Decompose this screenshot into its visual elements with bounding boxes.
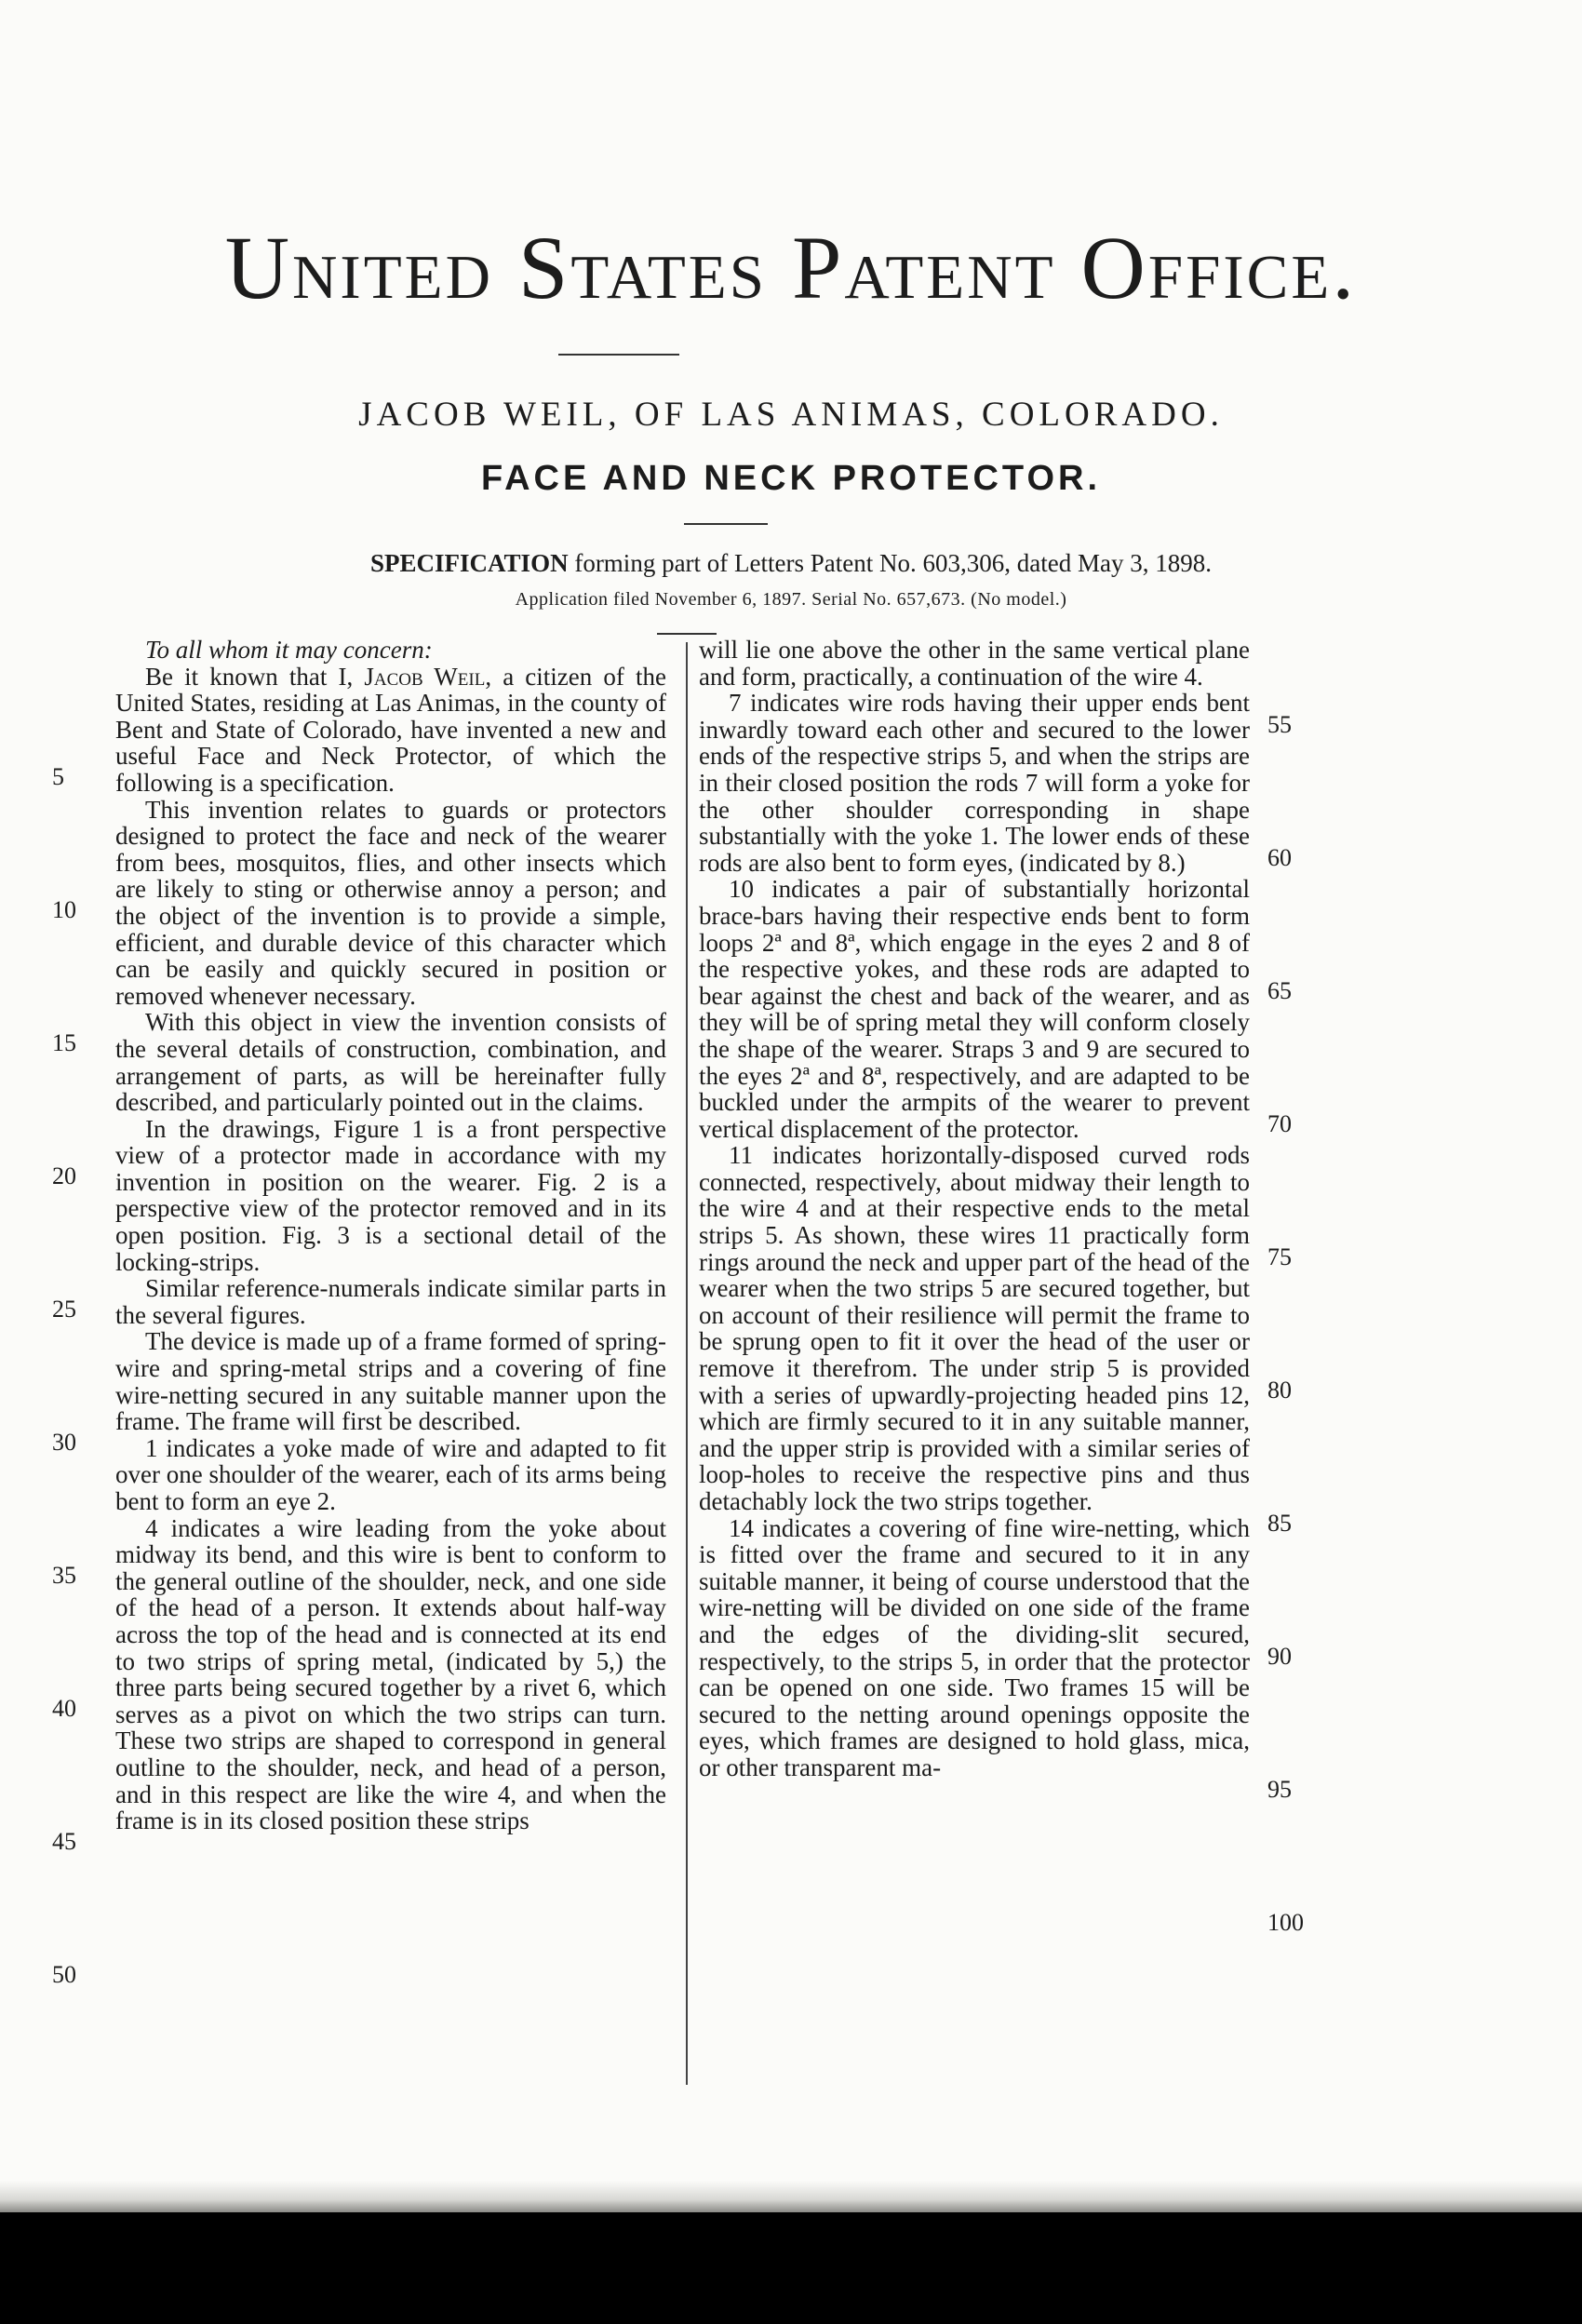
scan-bottom-bar — [0, 2212, 1582, 2324]
paragraph: 10 indicates a pair of substantially horizontal brace-bars having their respective ends bent to form loops 2ª and 8ª, which engage in the eyes 2 and 8 of the respective yokes, and these rods are adapted to bear against the chest and back of the wearer, and as they will be of spring metal they will conform closely the shape of the wearer. Straps 3 and 9 are secured to the eyes 2ª and 8ª, respectively, and are adapted to be buckled under the armpits of the wearer to prevent vertical displacement of the protector. — [699, 875, 1250, 1143]
left-column — [115, 637, 666, 1834]
inventor-line: JACOB WEIL, OF LAS ANIMAS, COLORADO. — [358, 396, 1224, 434]
line-number: 75 — [1267, 1243, 1292, 1270]
column-divider — [686, 642, 688, 2085]
paragraph: will lie one above the other in the same vertical plane and form, practically, a continuation of the wire 4. — [699, 636, 1250, 691]
line-number: 5 — [52, 763, 64, 790]
line-number: 60 — [1267, 844, 1292, 871]
right-column — [699, 637, 1250, 1781]
line-number: 45 — [52, 1828, 76, 1855]
paragraph: Similar reference-numerals indicate similar parts in the several figures. — [115, 1274, 666, 1329]
line-number: 55 — [1267, 711, 1292, 738]
paragraph: In the drawings, Figure 1 is a front perspective view of a protector made in accordance with my invention in position on the wearer. Fig. 2 is a perspective view of the protector removed and in its open position. Fig. 3 is a sectional detail of the locking-strips. — [115, 1114, 666, 1276]
line-number: 10 — [52, 896, 76, 923]
paragraph: The device is made up of a frame formed of spring-wire and spring-metal strips and a covering of fine wire-netting secured in any suitable manner upon the frame. The frame will first be described. — [115, 1327, 666, 1436]
paragraph: With this object in view the invention consists of the several details of construction, combination, and arrangement of parts, as will be hereinafter fully described, and particularly pointed out in the claims. — [115, 1008, 666, 1117]
paragraph: 1 indicates a yoke made of wire and adapted to fit over one shoulder of the wearer, each of its arms being bent to form an eye 2. — [115, 1433, 666, 1515]
line-number: 100 — [1267, 1909, 1304, 1936]
line-number: 25 — [52, 1296, 76, 1323]
line-number: 30 — [52, 1429, 76, 1456]
line-number: 50 — [52, 1961, 76, 1988]
title-rule-2 — [684, 523, 768, 525]
title-rule — [558, 354, 679, 356]
application-line: Application filed November 6, 1897. Serial No. 657,673. (No model.) — [515, 589, 1067, 610]
paragraph: This invention relates to guards or protectors designed to protect the face and neck of the wearer from bees, mosquitos, flies, and other insects which are likely to sting or otherwise annoy a person; and the object of the invention is to provide a simple, efficient, and durable device of this character which can be easily and quickly secured in position or removed whenever necessary. — [115, 795, 666, 1010]
salutation: To all whom it may concern: — [145, 636, 433, 664]
line-number: 15 — [52, 1029, 76, 1056]
paragraph: 4 indicates a wire leading from the yoke about midway its bend, and this wire is bent to conform to the general outline of the shoulder, neck, and one side of the head of a person. It extends about half-way across the top of the head and is connected at its end to two strips of spring metal, (indicated by 5,) the three parts being secured together by a rivet 6, which serves as a pivot on which the two strips can turn. These two strips are shaped to correspond in general outline to the shoulder, neck, and head of a person, and in this respect are like the wire 4, and when the frame is in its closed position these strips — [115, 1513, 666, 1835]
line-number: 90 — [1267, 1643, 1292, 1670]
paragraph: 14 indicates a covering of fine wire-netting, which is fitted over the frame and secured to it in any suitable manner, it being of course understood that the wire-netting will be divided on one side of the frame and the edges of the dividing-slit secured, respectively, to the strips 5, in order that the protector can be opened on one side. Two frames 15 will be secured to the netting around openings opposite the eyes, which frames are designed to hold glass, mica, or other transparent ma- — [699, 1513, 1250, 1781]
line-number: 85 — [1267, 1510, 1292, 1537]
invention-title: FACE AND NECK PROTECTOR. — [480, 459, 1102, 498]
line-number: 40 — [52, 1695, 76, 1722]
line-number: 70 — [1267, 1110, 1292, 1137]
scan-edge — [0, 2181, 1582, 2212]
paragraph: 7 indicates wire rods having their upper ends bent inwardly toward each other and secured to the lower ends of the respective strips 5, and when the strips are in their closed position the rods 7 will form a yoke for the other shoulder corresponding in shape substantially with the yoke 1. The lower ends of these rods are also bent to form eyes, (indicated by 8.) — [699, 689, 1250, 877]
line-number: 95 — [1267, 1776, 1292, 1803]
office-title: United States Patent Office. — [224, 218, 1358, 317]
line-number: 20 — [52, 1162, 76, 1189]
paragraph: Be it known that I, Jacob Weil, a citizen of the United States, residing at Las Animas, in the county of Bent and State of Colorado, have invented a new and useful Face and Neck Protector, of which the following is a specification. — [115, 662, 666, 797]
line-number: 80 — [1267, 1377, 1292, 1404]
line-number: 35 — [52, 1562, 76, 1589]
specification-line: SPECIFICATION forming part of Letters Patent No. 603,306, dated May 3, 1898. — [370, 549, 1212, 577]
paragraph: 11 indicates horizontally-disposed curved rods connected, respectively, about midway their length to the wire 4 and at their respective ends to the metal strips 5. As shown, these wires 11 practically form rings around the neck and upper part of the head of the wearer when the two strips 5 are secured together, but on account of their resilience will permit the frame to be sprung open to fit it over the head of the user or remove it therefrom. The under strip 5 is provided with a series of upwardly-projecting headed pins 12, which are firmly secured to it in any suitable manner, and the upper strip is provided with a similar series of loop-holes to receive the respective pins and thus detachably lock the two strips together. — [699, 1141, 1250, 1515]
header-rule — [657, 633, 717, 635]
line-number: 65 — [1267, 977, 1292, 1004]
